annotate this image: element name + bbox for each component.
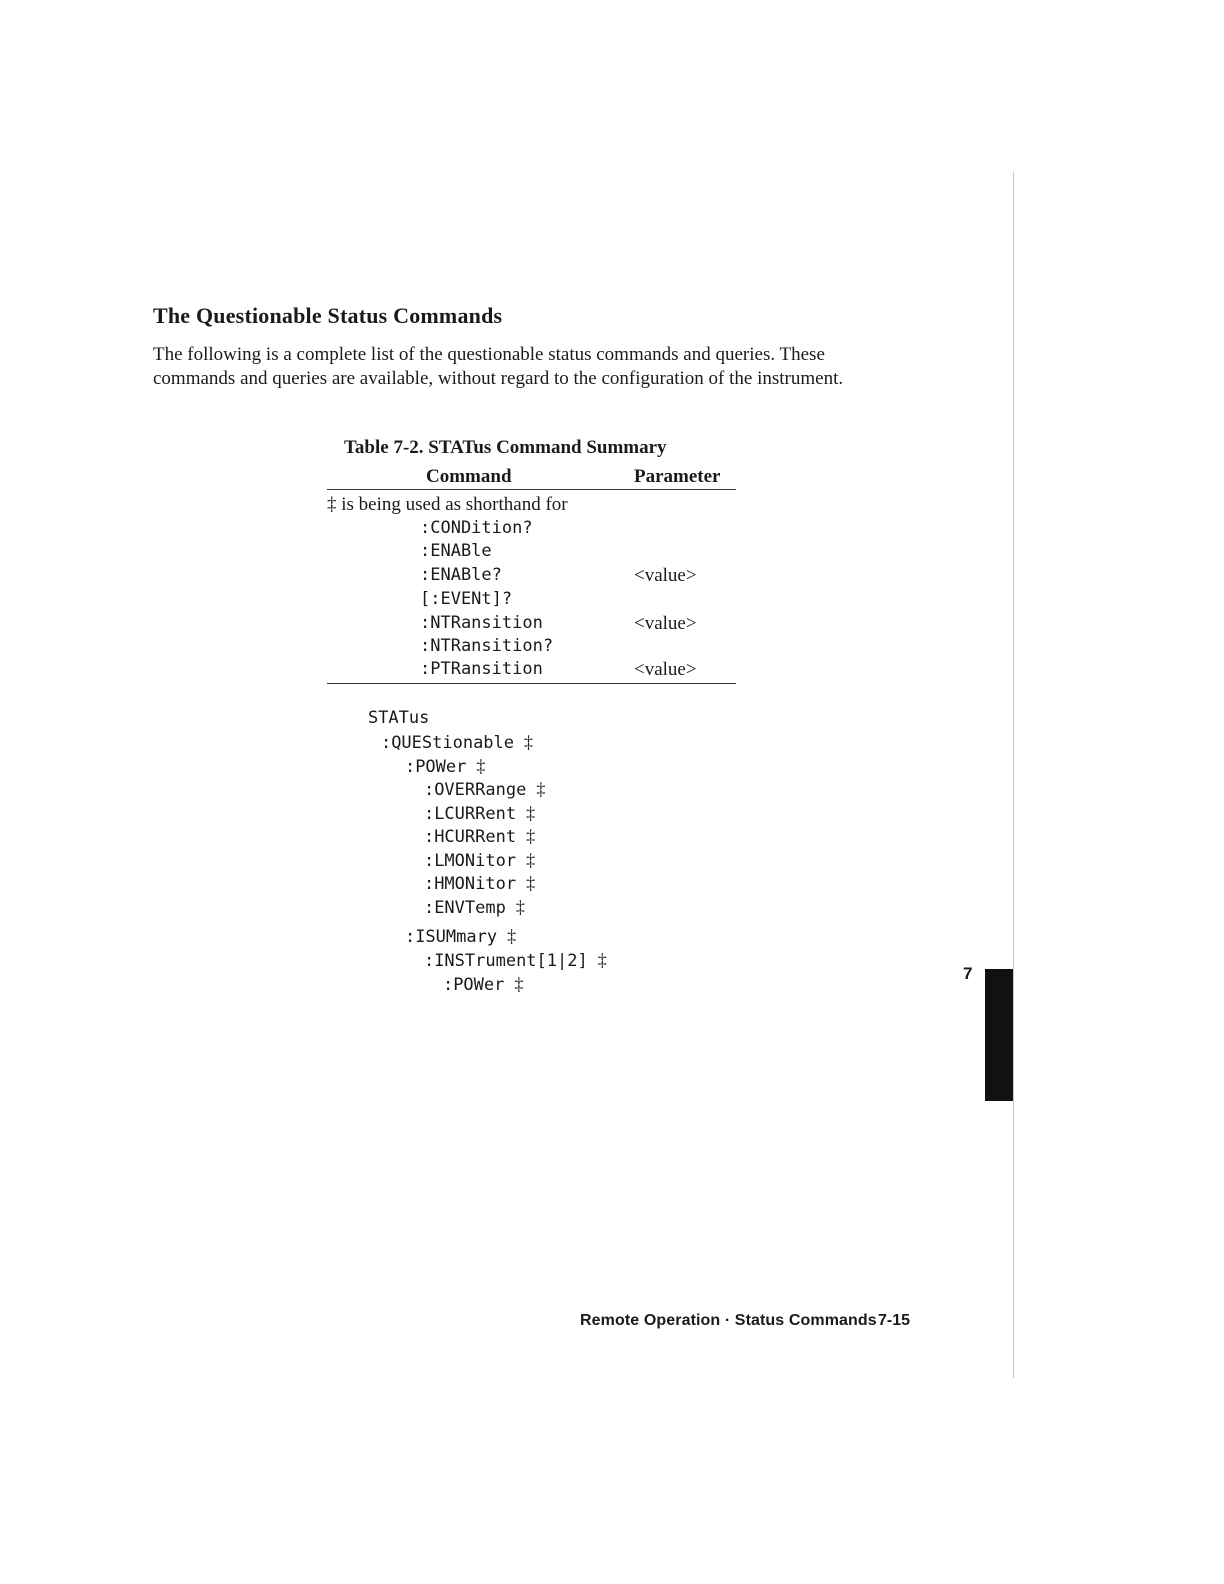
table-header-rule: [327, 489, 736, 490]
tree-node-label: :LCURRent: [423, 804, 517, 824]
tree-node-label: :ISUMmary: [404, 927, 498, 947]
table-row: [0, 518, 900, 542]
tree-node-label: :POWer: [442, 975, 505, 995]
table-row: [0, 636, 900, 660]
dagger-icon: ‡: [526, 803, 536, 823]
column-header-parameter: Parameter: [634, 466, 721, 487]
tree-node-label: :HMONitor: [423, 874, 517, 894]
tree-node-label: :QUEStionable: [380, 733, 515, 753]
dagger-icon: ‡: [526, 850, 536, 870]
dagger-icon: ‡: [524, 732, 534, 752]
row-command: [:EVENt]?: [420, 589, 513, 609]
dagger-icon: ‡: [515, 897, 525, 917]
section-heading: The Questionable Status Commands: [153, 303, 503, 328]
footer-section-title: Remote Operation · Status Commands: [580, 1312, 877, 1329]
page-number: 7-15: [878, 1312, 911, 1329]
row-command: :PTRansition: [420, 659, 543, 679]
row-parameter: <value>: [634, 613, 697, 634]
intro-paragraph: The following is a complete list of the questionable status commands and queries. These commands and queries are available, without regard to the configuration of the instrument.: [153, 344, 844, 389]
table-bottom-rule: [327, 683, 736, 684]
dagger-icon: ‡: [514, 974, 524, 994]
margin-rule: [1013, 172, 1014, 1378]
dagger-icon: ‡: [526, 873, 536, 893]
tree-node-label: :OVERRange: [423, 780, 527, 800]
row-parameter: <value>: [634, 565, 697, 586]
table-row: [0, 659, 900, 683]
tree-node-label: :INSTrument[1|2]: [423, 951, 588, 971]
dagger-icon: ‡: [597, 950, 607, 970]
dagger-icon: ‡: [476, 756, 486, 776]
row-command: :CONDition?: [420, 518, 533, 538]
row-command: :ENABle: [420, 541, 492, 561]
row-command: :NTRansition?: [420, 636, 554, 656]
tree-node-label: :ENVTemp: [423, 898, 506, 918]
tree-node: [402, 954, 523, 1015]
table-row: [0, 613, 900, 637]
shorthand-note: ‡ is being used as shorthand for: [327, 494, 568, 515]
tree-node-label: :HCURRent: [423, 827, 517, 847]
row-command: :NTRansition: [420, 613, 543, 633]
table-row: [0, 541, 900, 565]
column-header-command: Command: [426, 466, 512, 487]
row-command: :ENABle?: [420, 565, 502, 585]
table-caption: Table 7-2. STATus Command Summary: [344, 437, 667, 458]
tree-node-label: STATus: [367, 708, 430, 728]
table-row: [0, 589, 900, 613]
row-parameter: <value>: [634, 659, 697, 680]
dagger-icon: ‡: [507, 926, 517, 946]
chapter-tab-marker: [985, 969, 1013, 1101]
dagger-icon: ‡: [536, 779, 546, 799]
table-row: [0, 565, 900, 589]
dagger-icon: ‡: [526, 826, 536, 846]
chapter-tab-number: 7: [963, 964, 973, 983]
tree-node-label: :POWer: [404, 757, 467, 777]
tree-node-label: :LMONitor: [423, 851, 517, 871]
